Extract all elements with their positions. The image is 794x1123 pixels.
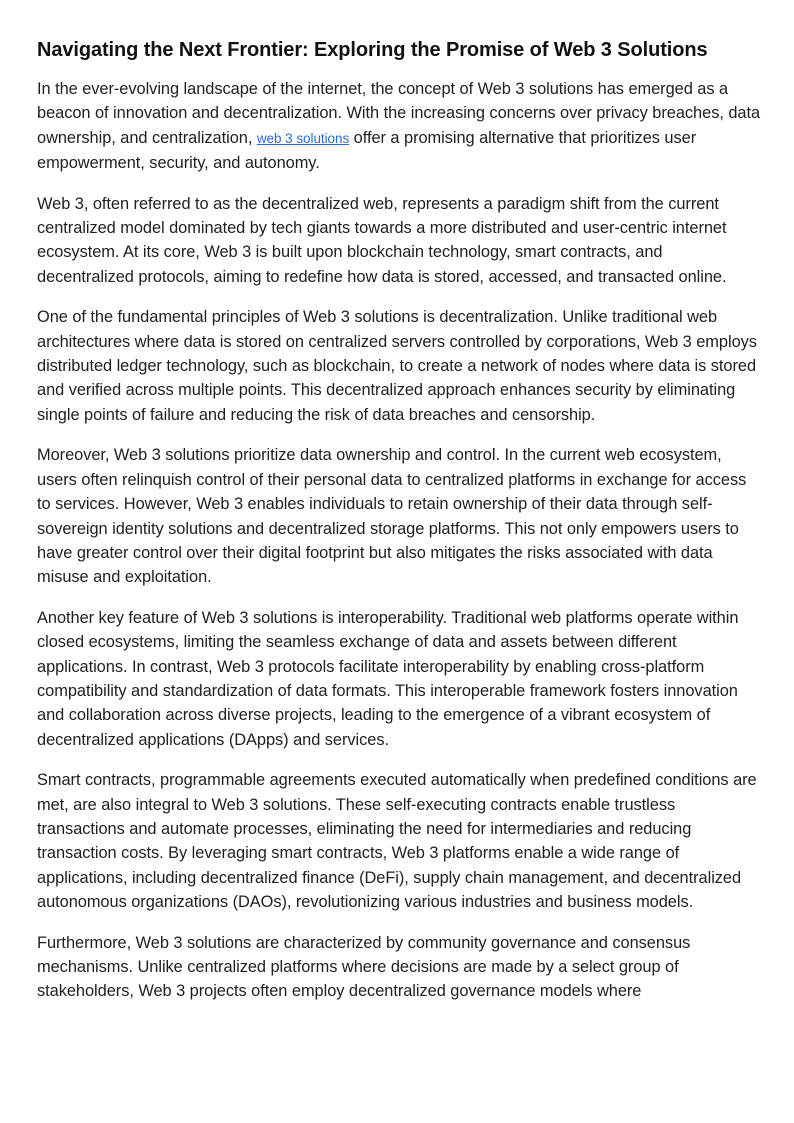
article-title: Navigating the Next Frontier: Exploring the Promise of Web 3 Solutions <box>37 39 708 61</box>
paragraph-intro-text-before: In the ever-evolving landscape of the internet, the concept of Web 3 solutions has emerged as a beacon of innovation and decentralization. With the increasing concerns over privacy breaches, data ownership, and centralization, <box>37 80 761 147</box>
paragraph-decentralization: One of the fundamental principles of Web 3 solutions is decentralization. Unlike traditional web architectures where data is stored on centralized servers controlled by corporations, Web 3 employs distributed ledger technology, such as blockchain, to create a network of nodes where data is stored and verified across multiple points. This decentralized approach enhances security by eliminating single points of failure and reducing the risk of data breaches and censorship. <box>37 308 757 424</box>
paragraph-web3-definition: Web 3, often referred to as the decentralized web, represents a paradigm shift from the current centralized model dominated by tech giants towards a more distributed and user-centric internet ecosystem. At its core, Web 3 is built upon blockchain technology, smart contracts, and decentralized protocols, aiming to redefine how data is stored, accessed, and transacted online. <box>37 194 727 286</box>
paragraph-intro <box>37 77 761 176</box>
paragraph-interoperability: Another key feature of Web 3 solutions is interoperability. Traditional web platforms operate within closed ecosystems, limiting the seamless exchange of data and assets between different applications. In contrast, Web 3 protocols facilitate interoperability by enabling cross-platform compatibility and standardization of data formats. This interoperable framework fosters innovation and collaboration across diverse projects, leading to the emergence of a vibrant ecosystem of decentralized applications (DApps) and services. <box>37 608 739 749</box>
paragraph-smart-contracts: Smart contracts, programmable agreements executed automatically when predefined conditions are met, are also integral to Web 3 solutions. These self-executing contracts enable trustless transactions and automate processes, eliminating the need for intermediaries and reducing transaction costs. By leveraging smart contracts, Web 3 platforms enable a wide range of applications, including decentralized finance (DeFi), supply chain management, and decentralized autonomous organizations (DAOs), revolutionizing various industries and business models. <box>37 771 757 912</box>
paragraph-data-ownership: Moreover, Web 3 solutions prioritize data ownership and control. In the current web ecosystem, users often relinquish control of their personal data to centralized platforms in exchange for access to services. However, Web 3 enables individuals to retain ownership of their data through self-sovereign identity solutions and decentralized storage platforms. This not only empowers users to have greater control over their digital footprint but also mitigates the risks associated with data misuse and exploitation. <box>37 446 747 587</box>
article <box>37 36 761 1020</box>
paragraph-governance: Furthermore, Web 3 solutions are characterized by community governance and consensus mechanisms. Unlike centralized platforms where decisions are made by a select group of stakeholders, Web 3 projects often employ decentralized governance models where <box>37 933 691 1001</box>
web3-solutions-link[interactable]: web 3 solutions <box>256 130 350 146</box>
paragraph-intro-text-after: offer a promising alternative that prioritizes user empowerment, security, and autonomy. <box>37 128 697 173</box>
